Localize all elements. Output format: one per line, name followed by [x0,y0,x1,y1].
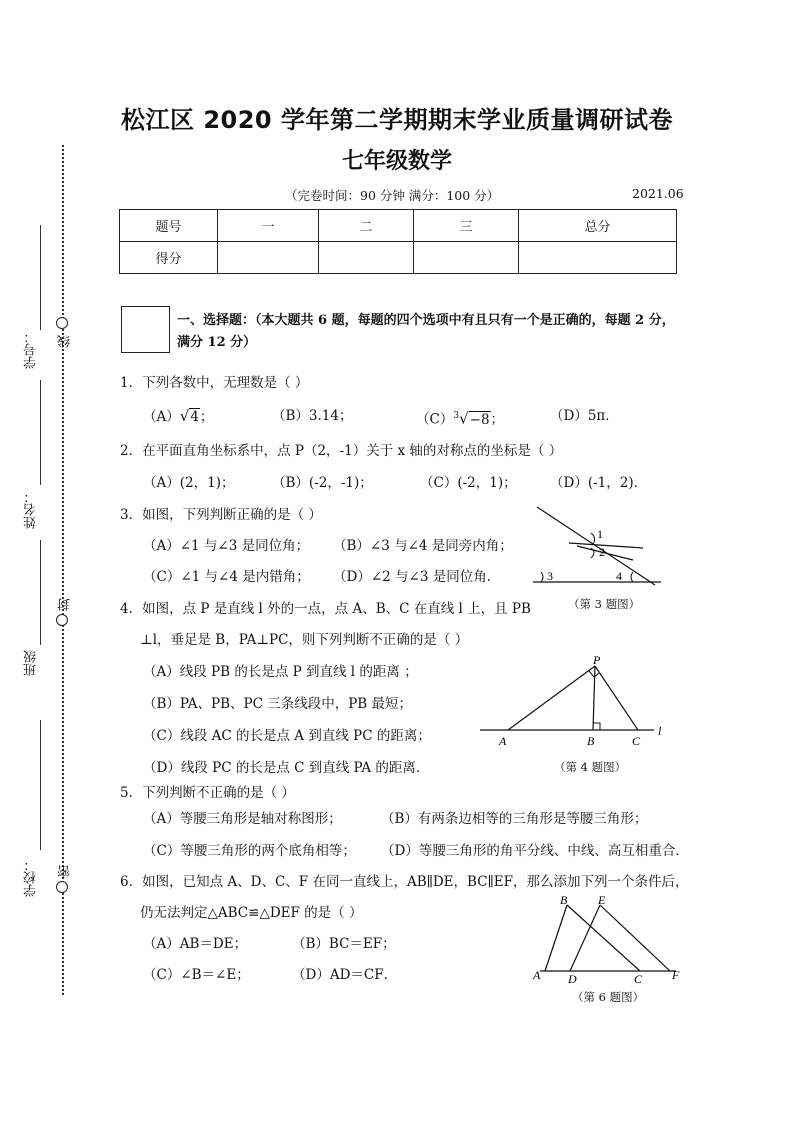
q4-label: B [587,734,595,748]
class-blank [40,540,41,645]
q4-option-a: （A）线段 PB 的长是点 P 到直线 l 的距离 ； [143,664,418,680]
q3-figure [525,500,670,590]
score-field[interactable] [519,242,677,274]
q5-option-b: （B）有两条边相等的三角形是等腰三角形； [381,811,648,827]
score-table-score-row [120,242,677,274]
q3-line-middle [577,546,633,560]
exam-info: （完卷时间：90 分钟 满分：100 分） [285,188,500,203]
q6-label: E [598,893,606,907]
q4-segment-pc [595,666,638,730]
q6-stem-line1: 6．如图，已知点 A、D、C、F 在同一直线上，AB∥DE，BC∥EF，那么添加下列一个条件后， [120,874,689,890]
score-table [119,209,677,274]
q3-label: 4 [616,569,622,583]
seal-marker [56,598,75,630]
line-circle-icon [56,317,68,329]
q4-caption: （第 4 题图） [554,760,627,774]
q1-option-b: （B）3.14； [272,408,353,424]
q6-segment-bc [567,905,640,971]
q6-segment-ab [545,905,567,971]
q6-option-d: （D）AD＝CF． [292,967,398,983]
q2-stem: 2．在平面直角坐标系中，点 P（2，-1）关于 x 轴的对称点的坐标是（ ） [120,443,563,459]
q2-option-a: （A）(2，1)； [143,475,235,491]
line-marker [56,314,75,348]
q4-stem-line2: ⊥l，垂足是 B，PA⊥PC，则下列判断不正确的是（ ） [140,632,469,648]
q4-label: A [499,734,507,748]
table-cell: 题号 [120,210,218,242]
secret-marker [56,865,75,897]
q4-segment-pa [508,666,595,730]
q3-stem: 3．如图，下列判断正确的是（ ） [120,507,322,523]
option-suffix: ； [199,409,214,425]
q6-caption: （第 6 题图） [572,990,645,1004]
q4-option-b: （B）PA、PB、PC 三条线段中，PB 最短； [143,696,413,712]
table-cell: 二 [319,210,414,242]
q3-label: 2 [599,545,605,559]
q5-stem: 5．下列判断不正确的是（ ） [120,785,295,801]
q6-option-b: （B）BC＝EF； [292,936,396,952]
q4-label: C [632,734,641,748]
q2-option-c: （C）(-2，1)； [420,475,517,491]
score-table-header-row [120,210,677,242]
q6-label: F [672,968,680,982]
q4-option-d: （D）线段 PC 的长是点 C 到直线 PA 的距离． [143,760,430,776]
section1-heading: 一、选择题：（本大题共 6 题，每题的四个选项中有且只有一个是正确的，每题 2 分，满分 12 分） [177,313,675,350]
q1-option-a: （A）√4； [143,407,214,425]
exam-title: 松江区 2020 学年第二学期期末学业质量调研试卷 [120,106,673,134]
score-field[interactable] [414,242,519,274]
school-label: 学校： [24,858,39,897]
score-field[interactable] [218,242,319,274]
root-index: 3 [453,411,460,421]
q3-option-b: （B）∠3 与∠4 是同旁内角； [333,538,513,554]
option-prefix: （C） [416,411,454,428]
table-cell: 总分 [519,210,677,242]
student-number-label: 学号： [24,330,39,369]
sqrt-radicand: 4 [190,409,199,425]
option-suffix: ； [490,411,505,428]
q3-label: 1 [597,527,603,541]
table-cell: 三 [414,210,519,242]
q5-option-d: （D）等腰三角形的角平分线、中线、高互相重合． [381,843,689,859]
q3-line-transversal [537,507,655,585]
school-blank [40,720,41,850]
q1-option-d: （D）5π． [550,408,619,424]
q4-label: P [593,655,601,667]
q6-label: D [568,972,577,985]
q2-option-b: （B）(-2，-1)； [272,475,373,491]
table-cell: 得分 [120,242,218,274]
secret-mark-text: 密 [58,865,73,878]
q1-stem: 1．下列各数中，无理数是（ ） [120,375,309,391]
q6-segment-ef [600,905,670,971]
q3-option-a: （A）∠1 与∠3 是同位角； [143,538,310,554]
q6-figure [528,893,688,985]
q3-angle-arc [541,572,543,582]
secret-circle-icon [56,881,68,893]
exam-subtitle: 七年级数学 [341,149,452,174]
class-label: 班级 [24,650,39,676]
q6-option-c: （C）∠B＝∠E； [143,967,250,983]
q3-angle-arc [631,572,633,582]
q3-caption: （第 3 题图） [568,597,641,611]
student-name-label: 姓名： [24,490,39,529]
q6-label: C [634,972,643,985]
q3-option-d: （D）∠2 与∠3 是同位角． [333,569,501,585]
q5-option-c: （C）等腰三角形的两个底角相等； [143,843,356,859]
line-mark-text: 线 [58,335,73,348]
table-cell: 一 [218,210,319,242]
q4-right-angle-mark [589,671,599,677]
student-number-blank [40,225,41,330]
student-name-blank [40,380,41,485]
seal-mark-text: 封 [58,598,73,611]
q6-stem-line2: 仍无法判定△ABC≌△DEF 的是（ ） [140,905,363,921]
option-prefix: （A） [143,409,180,425]
q2-option-d: （D）(-1，2)． [550,475,648,491]
cbrt-radicand: −8 [469,411,490,428]
q6-segment-de [570,905,600,971]
score-field[interactable] [319,242,414,274]
exam-date: 2021.06 [632,186,684,201]
q4-option-c: （C）线段 AC 的长是点 A 到直线 PC 的距离； [143,728,431,744]
q3-option-c: （C）∠1 与∠4 是内错角； [143,569,310,585]
q5-option-a: （A）等腰三角形是轴对称图形； [143,811,342,827]
q4-figure [478,655,678,750]
q3-label: 3 [547,569,553,583]
q4-right-angle-mark [593,723,600,730]
q4-label: l [658,724,662,738]
seal-circle-icon [56,614,68,626]
q6-option-a: （A）AB＝DE； [143,936,248,952]
q1-option-c: $(C)^3√-8$； [416,409,505,428]
q4-stem-line1: 4．如图，点 P 是直线 l 外的一点，点 A、B、C 在直线 l 上，且 PB [120,601,531,617]
q6-label: A [533,968,541,982]
q6-label: B [560,893,568,907]
section-score-box[interactable] [121,306,170,353]
